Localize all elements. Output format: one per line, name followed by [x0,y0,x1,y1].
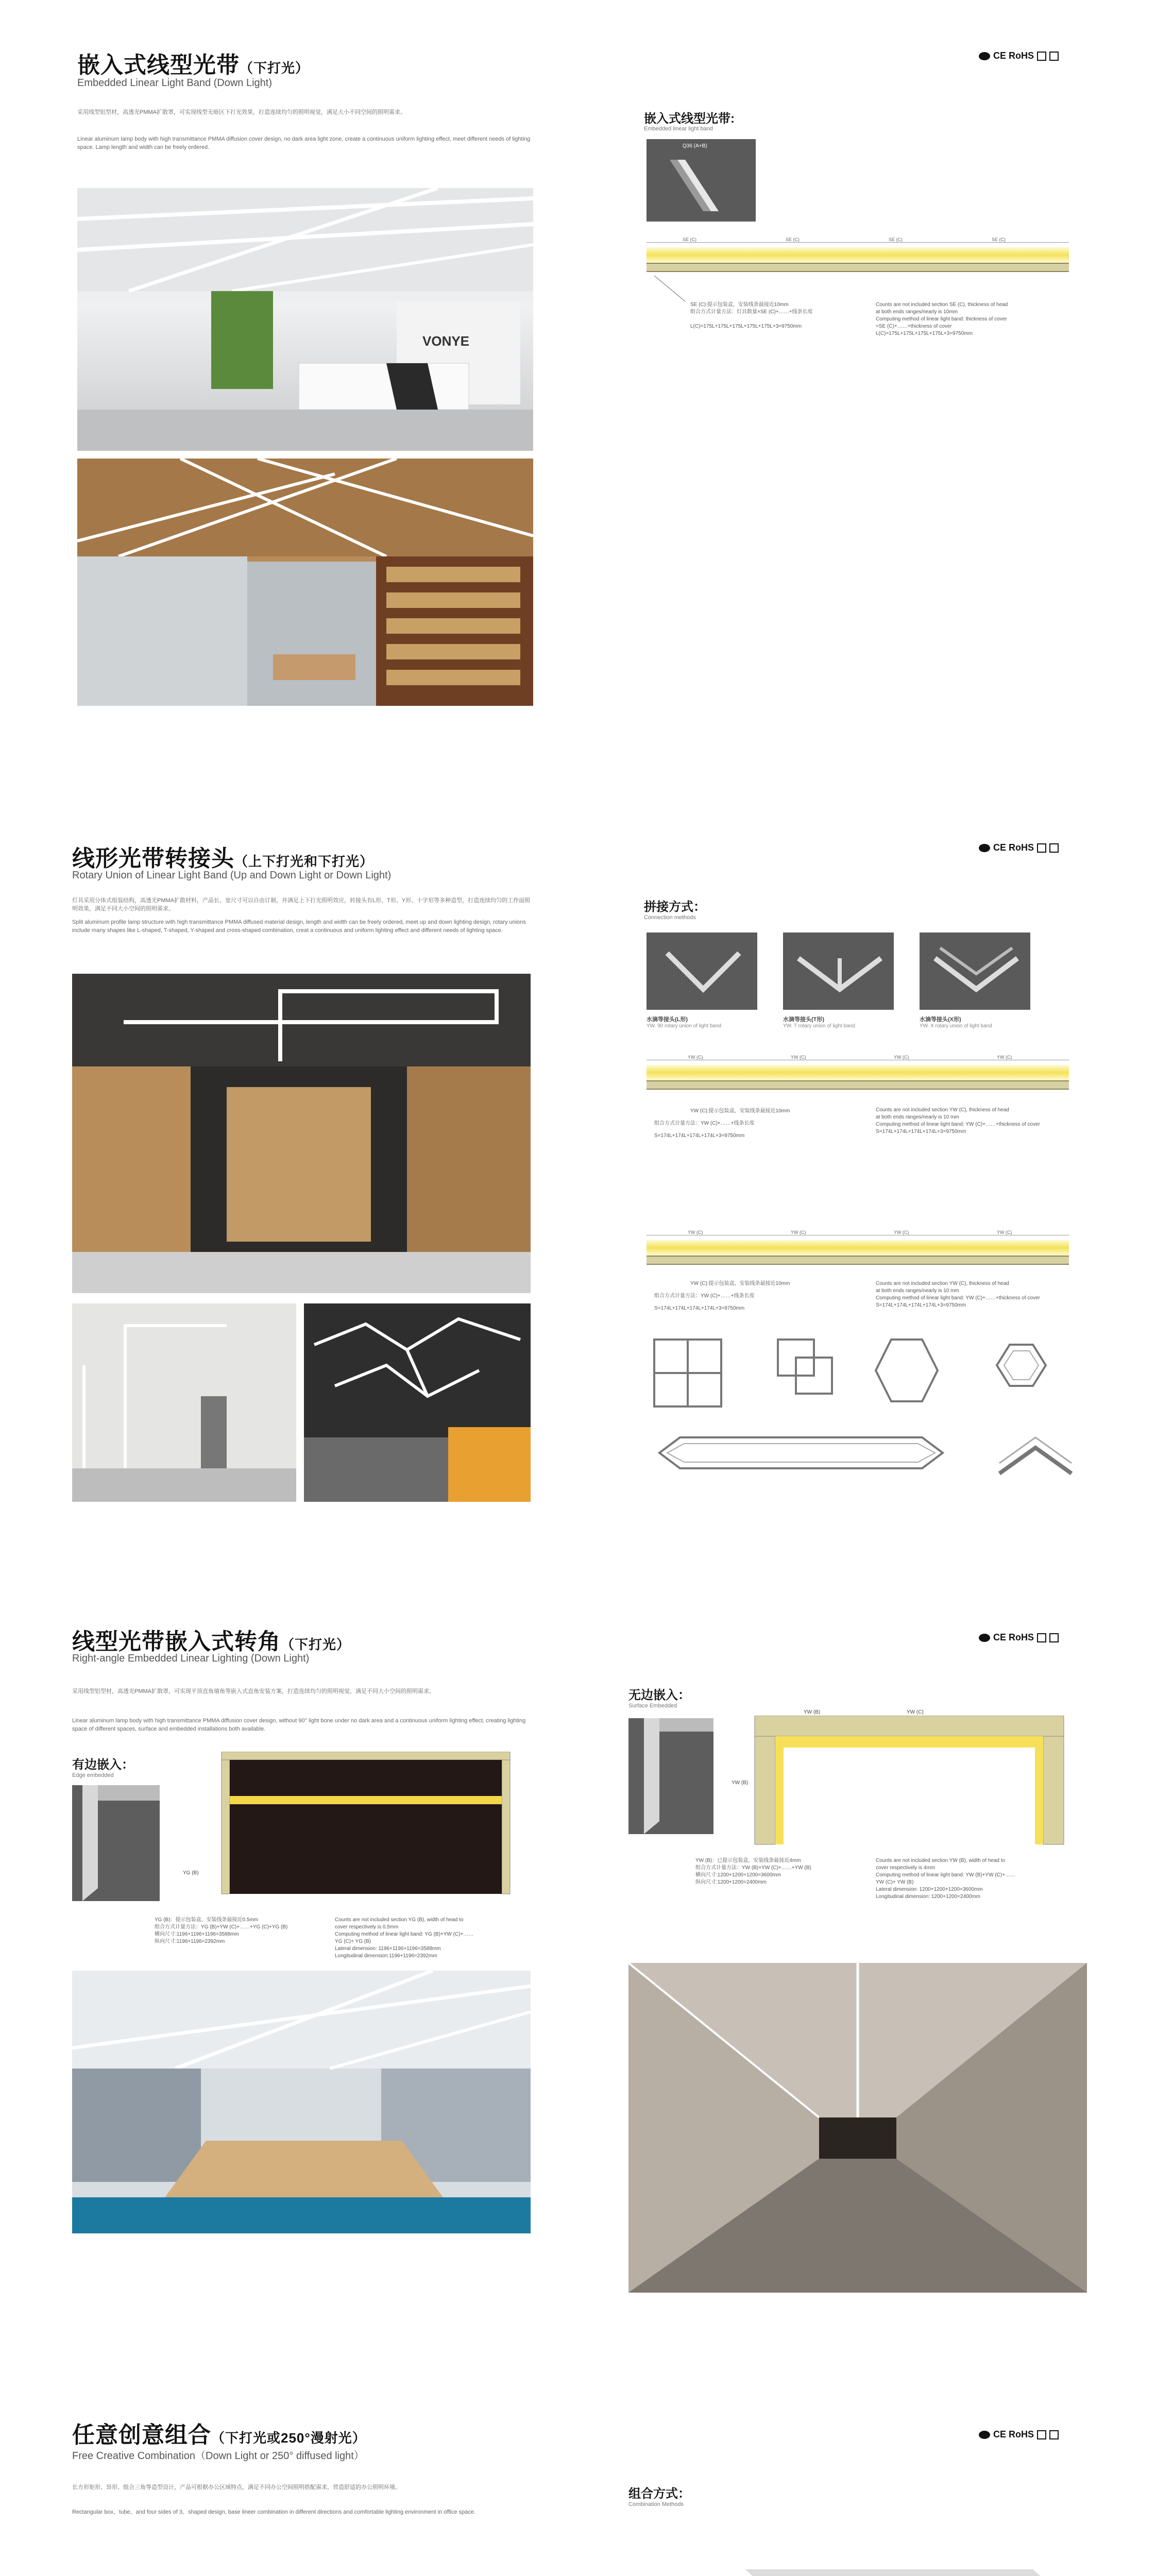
page-title [72,1623,350,1656]
hallway-illustration [72,974,531,1293]
section-right-angle [0,1546,1156,2318]
library-illustration [77,459,533,706]
note-line: YW (C)+ YW (B) [876,1879,914,1885]
note-line: S=174L+174L+174L+174L+3=9750mm [876,1129,966,1134]
section-rotary-union [0,773,1156,1546]
title-main: 线形光带转接头 [72,846,234,871]
surface-notes-left [695,1857,881,1886]
strip-tag: YW (C) [688,1055,703,1060]
strip-tag: YW (C) [688,1230,703,1235]
strip-tag: YW (C) [791,1055,806,1060]
note-line: S=174L+174L+174L+174L+3=9750mm [654,1306,745,1311]
note-line: cover respectively is 4mm [876,1865,936,1871]
joint-en: YW. X rotary union of light band [920,1023,992,1029]
hallway-photo [72,974,531,1293]
note-line: Counts are not included section YG (B), width of head to [335,1917,464,1923]
para-en: Split aluminum profile lamp structure with high transmittance PMMA diffused material design, length and width can be freely ordered, meet up and down lighting design, rotary unions include many shapes like L-shaped, T-shaped, Y-shaped and cross-shaped combination, creat a continuous and uniform lighting effect and different needs of lighting space. [72,919,526,934]
joint-en: YW. 90 rotary union of light band [647,1023,722,1029]
combination-shapes [649,1334,1102,1520]
edge-profile-thumb [72,1785,160,1901]
library-photo [77,459,533,706]
corridor-photo [628,1963,1087,2293]
strip-tag: SE (C) [889,237,903,242]
joint-en: YW. T rotary union of light band [783,1023,855,1029]
lobby-photo [77,188,533,451]
para-cn: 采用线型铝型材，高透光PMMA扩散罩，可实现平顶直角墙角等嵌入式直角安装方案，打造连续均匀的照明视觉，满足不同大小空间的照明需求。 [72,1688,435,1694]
diagram-label: 拼接方式： [644,900,706,914]
energy-icon [1037,52,1046,61]
para-en: Rectangular box、tube、and four sides of 3、shaped design, base lineer combination in different directions and comfortable lighting environment in office space. [72,2509,475,2515]
diagram-label: 组合方式： [628,2487,690,2501]
page-title [72,2416,366,2449]
notes-a-right [876,1107,1082,1136]
page-title [72,840,373,873]
note-line: =SE (C)+……+thickness of cover [876,324,952,329]
certification-badges [979,842,1059,853]
edge-notes-right [335,1917,531,1960]
diagram-label-en: Combination Methods [628,2501,684,2507]
title-sub: （下打光或250°漫射光） [211,2430,366,2446]
title-main: 线型光带嵌入式转角 [72,1629,281,1654]
page-title [77,46,309,79]
joint-cn: 水滴等接头(L形) [647,1016,688,1023]
note-line: Computing method of linear light band: YW (C)+……+thickness of cover [876,1295,1040,1301]
title-sub: （下打光） [281,1637,351,1652]
diagram-label-en: Connection methods [644,914,696,921]
brand-icon [979,52,990,60]
strip-tag: YW (C) [894,1055,909,1060]
title-main: 嵌入式线型光带 [77,53,240,78]
note-line: 组合方式计量方法：YW (B)+YW (C)+……+YW (B) [695,1865,811,1871]
note-line: Counts are not included section YW (C), thickness of head [876,1107,1009,1113]
strip-tag: YW (C) [997,1055,1012,1060]
para-en: Linear aluminum lamp body with high transmittance PMMA diffusion cover design, no dark area light zone, create a continuous uniform lighting effect, meet different needs of lighting space. Lamp length and width can be freely ordered. [77,136,531,150]
profile-thumbnail [647,139,756,222]
edge-tag: YG (B) [183,1870,199,1876]
brand-icon [979,844,990,852]
surface-label-en: Surface Embedded [628,1703,677,1709]
energy-icon [1037,2430,1046,2439]
brand-icon [979,2431,990,2439]
light-strip-diagram-a [647,1055,1069,1095]
note-line: Longitudinal dimension:1196+1196=2392mm [335,1953,437,1959]
light-strip-diagram-b [647,1230,1069,1270]
title-en: Embedded Linear Light Band (Down Light) [77,77,273,89]
note-line: L(C)=175L+175L+175L+175L+3=9750mm [876,331,973,336]
note-line: 横向尺寸:1196+1196+1196=3588mm [155,1931,239,1937]
house-icon [1049,1633,1059,1642]
surface-embedded-diagram [744,1716,1074,1850]
strip-tag: YW (C) [894,1230,909,1235]
surface-profile-thumb [628,1718,713,1834]
profile-diagram [647,139,756,222]
cert-text: CE RoHS [993,842,1034,853]
joint-cn: 水滴等接头(X形) [920,1016,961,1023]
combination-illustration [628,2555,1113,2576]
logo-text: VONYE [422,333,470,349]
note-line: 纵向尺寸:1196+1196=2392mm [155,1939,225,1944]
notes-b-right [876,1280,1082,1309]
certification-badges [979,2429,1059,2440]
house-icon [1049,843,1059,853]
joint-t-thumb [783,933,894,1010]
notes-left [690,301,907,330]
edge-label: 有边嵌入： [72,1758,134,1772]
surface-tag: YW (B) [804,1709,821,1715]
gym-illustration [72,1303,296,1502]
title-en: Free Creative Combination（Down Light or 250° diffused light） [72,2450,364,2462]
note-line: YW (B)：已提示包装盒，安装线条最接近4mm [695,1858,801,1863]
profile-tag: Q36 (A+B) [683,143,707,149]
section-free-combination [0,2318,1156,2576]
house-icon [1049,2430,1059,2439]
note-line: Computing method of linear light band: YW (B)+YW (C)+…… [876,1872,1016,1878]
cert-text: CE RoHS [993,2429,1034,2439]
strip-tag: SE (C) [683,237,696,242]
light-strip-diagram [647,237,1069,277]
note-line: 组合方式计量方法：YG (B)+YW (C)+……+YG (C)+YG (B) [155,1924,288,1930]
edge-notes-left [155,1917,340,1945]
notes-right [876,301,1082,337]
joint-l-thumb [647,933,757,1010]
note-line: Lateral dimension: 1196+1196+1196=3588mm [335,1946,441,1952]
surface-tag: YW (B) [732,1780,749,1786]
para-cn: 灯具采用分体式组装结构，高透光PMMA扩散材料，产品长、宽尺寸可以自由订制，并满足上下打光照明效应，转接头有L形、T形、Y形、十字形等多种造型，打造连续均匀的工作面照明效果，满足不同大小空间的照明需求。 [72,897,531,912]
para-en: Linear aluminum lamp body with high transmittance PMMA diffusion cover design, without 90° light bone under no dark area and a continuous uniform lighting effect, creating lighting space of different spaces, surface and embedded installations both available. [72,1718,526,1732]
note-line: S=174L+174L+174L+174L+3=9750mm [654,1133,745,1139]
note-line: Counts are not included section YW (C), thickness of head [876,1281,1009,1286]
note-line: Computing method of linear light band: YG (B)+YW (C)+…… [335,1931,474,1937]
title-sub: （上下打光和下打光） [234,854,374,869]
note-line: Longitudinal dimension: 1200+1200=2400mm [876,1894,980,1900]
cert-text: CE RoHS [993,50,1034,61]
strip-tag: SE (C) [786,237,800,242]
note-line: 组合方式计量方法：YW (C)+……+线条长度 [654,1293,755,1299]
note-line: YW (C):提示包装盒，安装线条最接近10mm [690,1281,790,1286]
surface-notes-right [876,1857,1077,1901]
ceiling-illustration [304,1303,531,1502]
joint-x-thumb [920,933,1030,1010]
surface-label: 无边嵌入： [628,1688,690,1702]
edge-embedded-diagram [206,1752,536,1901]
note-line: at both ends ranges/nearly is 10 mm [876,1114,959,1120]
diagram-label: 嵌入式线型光带: [644,112,735,126]
note-line: L(C)=175L+175L+175L+175L+175L+3=9750mm [690,324,802,329]
note-line: S=174L+174L+174L+174L+3=9750mm [876,1302,966,1308]
notes-a-left [654,1108,871,1140]
surface-tag: YW (C) [907,1709,924,1715]
para-cn: 采用线型铝型材，高透光PMMA扩散罩，可实现线型无暗区下打光效果，打造连续均匀的照明视觉，满足大小不同空间的照明需求。 [77,109,406,115]
meeting-room-illustration [72,1971,531,2233]
note-line: YG (B)：提示包装盒，安装线条最接近0.5mm [155,1917,259,1923]
note-line: 横向尺寸:1200+1200+1200=3600mm [695,1872,781,1878]
energy-icon [1037,1633,1046,1642]
energy-icon [1037,843,1046,853]
brand-icon [979,1634,990,1642]
edge-label-en: Edge embedded [72,1772,114,1778]
title-en: Right-angle Embedded Linear Lighting (Down Light) [72,1653,310,1664]
para-cn: 长方形矩形、异形、组合三角等造型设计，产品可根据办公区域特点，满足不同办公空间照明搭配需求，营造舒适的办公照明环境。 [72,2484,401,2490]
strip-tag: SE (C) [992,237,1006,242]
gym-photo [72,1303,296,1502]
note-line: Counts are not included section YW (B), width of head to [876,1858,1006,1863]
lobby-illustration [77,188,533,451]
note-line: at both ends ranges/nearly is 10mm [876,309,958,315]
note-line: Computing method of linear light band: YW (C)+……+thickness of cover [876,1122,1040,1127]
certification-badges [979,1632,1059,1643]
title-en: Rotary Union of Linear Light Band (Up and Down Light or Down Light) [72,870,392,881]
notes-b-left [654,1280,871,1312]
note-line: 纵向尺寸:1200+1200=2400mm [695,1879,767,1885]
note-line: Computing method of linear light band: thickness of cover [876,316,1007,322]
note-line: YW (C):提示包装盒，安装线条最接近10mm [690,1108,790,1114]
note-line: Counts are not included section SE (C), thickness of head [876,302,1008,308]
certification-badges [979,50,1059,61]
title-main: 任意创意组合 [72,2422,211,2448]
note-line: at both ends ranges/nearly is 10 mm [876,1288,959,1294]
strip-tag: YW (C) [997,1230,1012,1235]
meeting-room-photo [72,1971,531,2233]
note-line: SE (C):提示包装盒，安装线条最接近10mm [690,302,789,308]
strip-tag: YW (C) [791,1230,806,1235]
ceiling-photo [304,1303,531,1502]
note-line: 组合方式计量方法：灯具数量×SE (C)+……+线条长度 [690,309,813,315]
title-sub: （下打光） [240,60,310,76]
joint-cn: 水滴等接头(T形) [783,1016,825,1023]
house-icon [1049,52,1059,61]
diagram-label-en: Embedded linear light band [644,126,713,132]
note-line: Lateral dimension: 1200+1200+1200=3600mm [876,1887,983,1892]
note-line: 组合方式计量方法：YW (C)+……+线条长度 [654,1121,755,1126]
section-embedded-linear [0,0,1156,773]
corridor-illustration [628,1963,1087,2293]
note-line: YG (C)+ YG (B) [335,1939,371,1944]
note-line: cover respectively is 0.5mm [335,1924,399,1930]
cert-text: CE RoHS [993,1632,1034,1642]
